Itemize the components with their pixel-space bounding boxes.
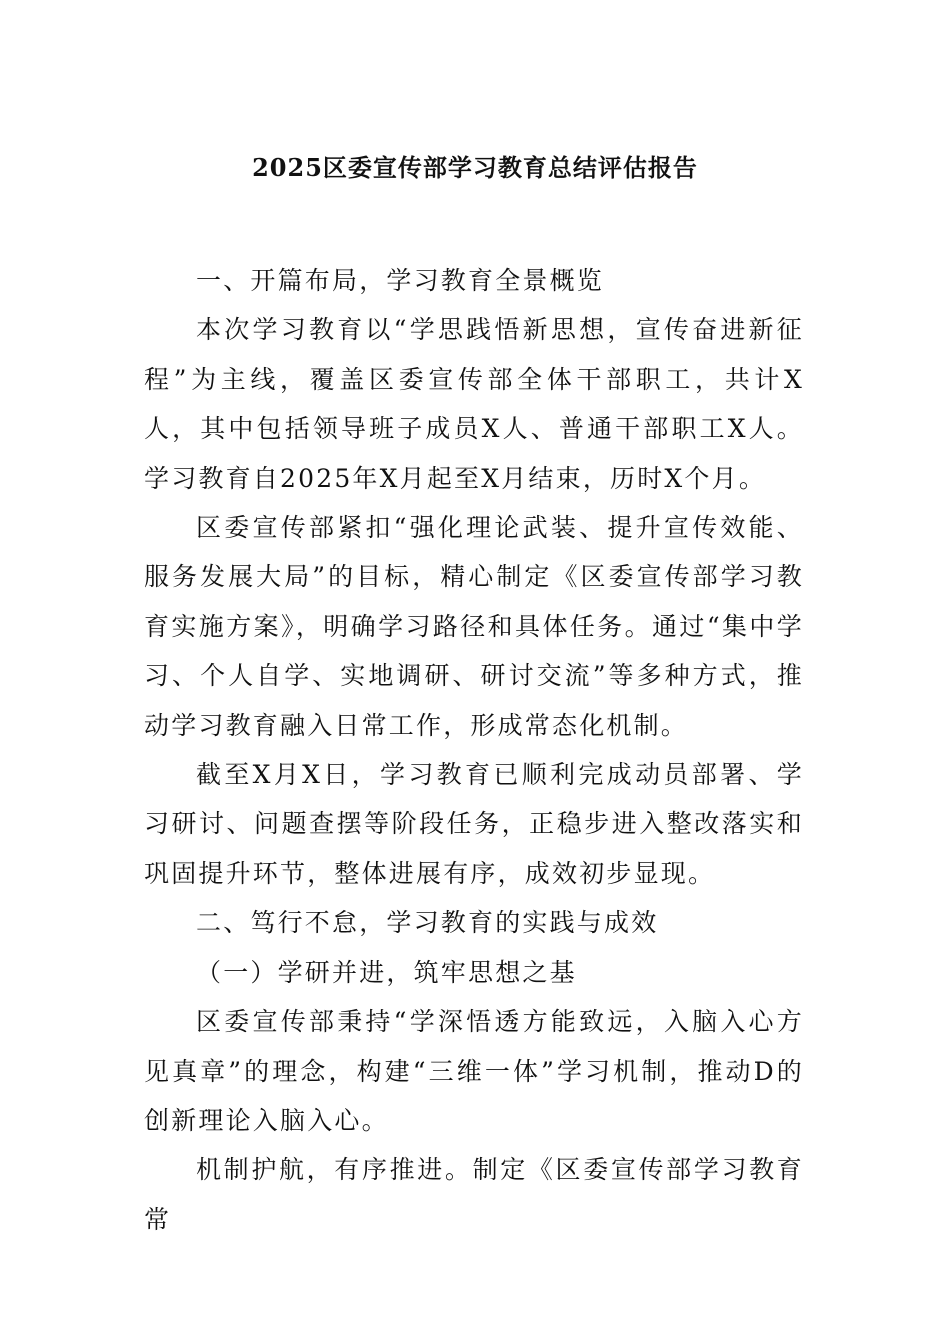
- paragraph-learning-mechanism: 区委宣传部秉持“学深悟透方能致远，入脑入心方见真章”的理念，构建“三维一体”学习机制，推动D的创新理论入脑入心。: [144, 1007, 804, 1135]
- paragraph-goals: 区委宣传部紧扣“强化理论武装、提升宣传效能、服务发展大局”的目标，精心制定《区委宣传部学习教育实施方案》，明确学习路径和具体任务。通过“集中学习、个人自学、实地调研、研讨交流”等多种方式，推动学习教育融入日常工作，形成常态化机制。: [144, 513, 804, 740]
- paragraph-progress: 截至X月X日，学习教育已顺利完成动员部署、学习研讨、问题查摆等阶段任务，正稳步进入整改落实和巩固提升环节，整体进展有序，成效初步显现。: [144, 760, 804, 888]
- document-body: [144, 256, 804, 1244]
- paragraph-overview: 本次学习教育以“学思践悟新思想，宣传奋进新征程”为主线，覆盖区委宣传部全体干部职工，共计X人，其中包括领导班子成员X人、普通干部职工X人。学习教育自2025年X月起至X月结束，历时X个月。: [144, 315, 804, 493]
- section-heading-2: 二、笃行不怠，学习教育的实践与成效: [196, 908, 659, 938]
- document-title: 2025区委宣传部学习教育总结评估报告: [252, 153, 698, 182]
- paragraph-mechanism-guarantee: 机制护航，有序推进。制定《区委宣传部学习教育常: [144, 1155, 804, 1234]
- section-heading-1: 一、开篇布局，学习教育全景概览: [196, 266, 605, 295]
- subsection-heading-1: （一）学研并进，筑牢思想之基: [196, 957, 577, 987]
